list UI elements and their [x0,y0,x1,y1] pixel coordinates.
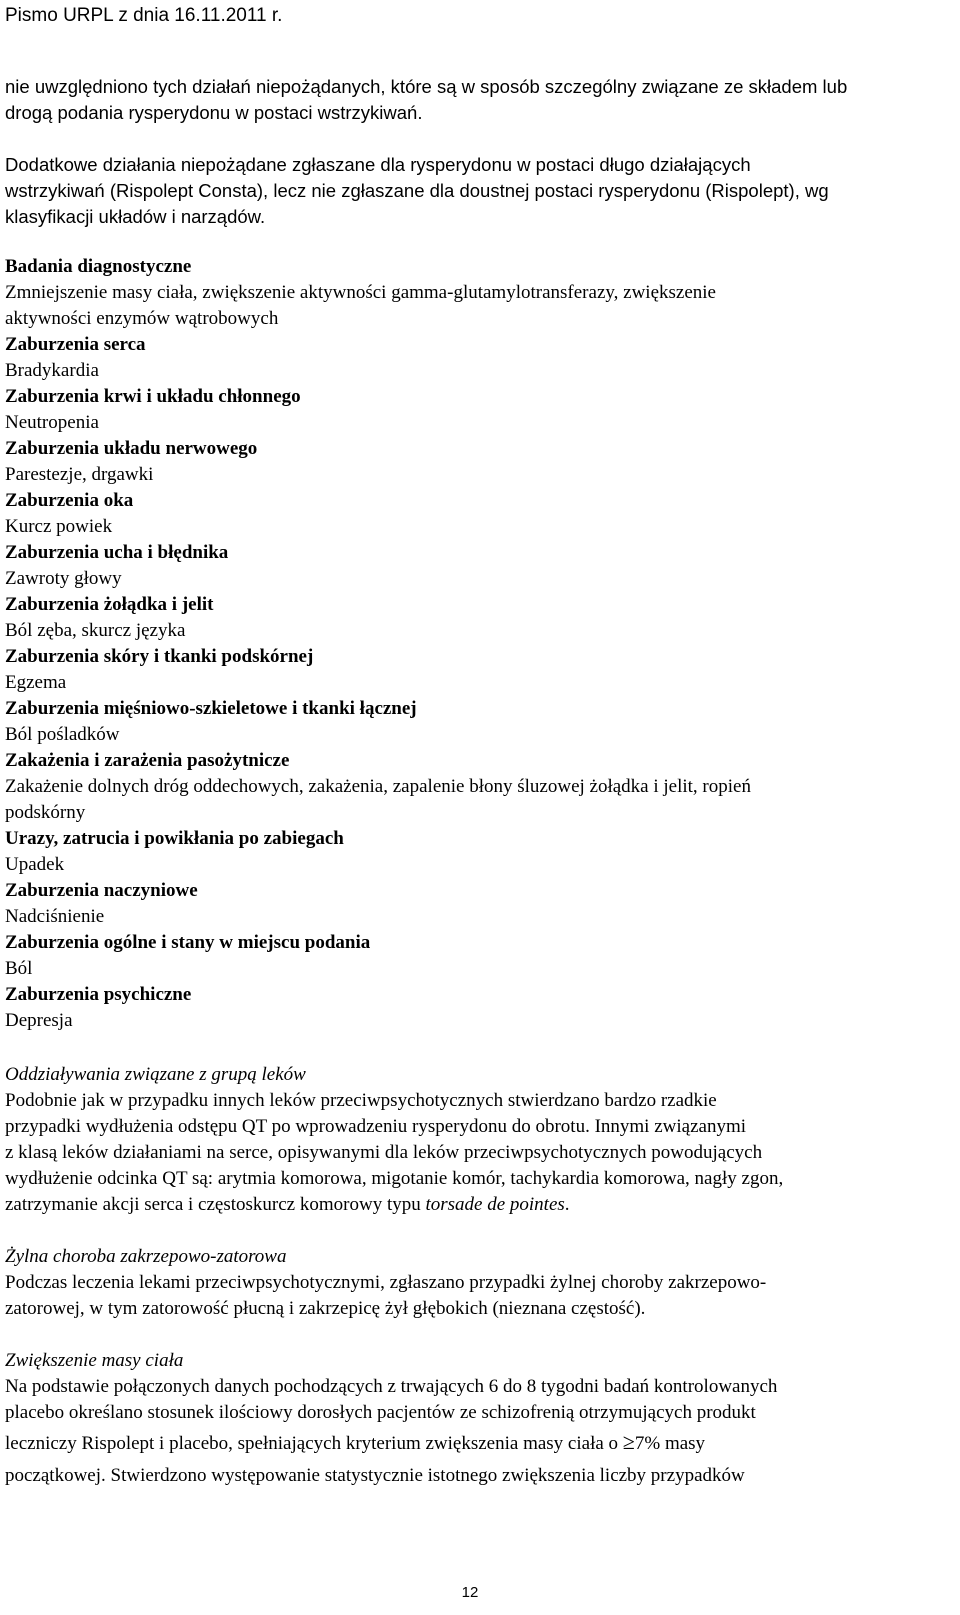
intro-line: nie uwzględniono tych działań niepożądanych, które są w sposób szczególny związane ze składem lub [5,76,848,97]
category-text: podskórny [5,802,86,823]
additional-line: wstrzykiwań (Rispolept Consta), lecz nie zgłaszane dla doustnej postaci rysperydonu (Rispolept), wg [5,180,829,201]
category-heading: Zaburzenia naczyniowe [5,880,198,901]
category [5,488,950,540]
section-title: Oddziaływania związane z grupą leków [5,1064,306,1085]
category-text: Parestezje, drgawki [5,464,154,485]
additional-line: Dodatkowe działania niepożądane zgłaszane dla rysperydonu w postaci długo działających [5,154,751,175]
category-text: aktywności enzymów wątrobowych [5,308,279,329]
text-segment: . [564,1194,570,1215]
category-text: Ból pośladków [5,724,120,745]
category-heading: Zaburzenia układu nerwowego [5,438,258,459]
section-title: Żylna choroba zakrzepowo-zatorowa [5,1246,287,1267]
category [5,332,950,384]
thromboembolism-section [5,1244,950,1322]
section-text: przypadki wydłużenia odstępu QT po wprowadzeniu rysperydonu do obrotu. Innymi związanymi [5,1116,746,1137]
category [5,384,950,436]
category-text: Upadek [5,854,65,875]
category-text: Kurcz powiek [5,516,113,537]
category-heading: Zaburzenia oka [5,490,134,511]
category [5,540,950,592]
intro-paragraph [5,74,950,126]
torsade-term: torsade de pointes [425,1194,565,1215]
section-text: placebo określano stosunek ilościowy dorosłych pacjentów ze schizofrenią otrzymujących produkt [5,1402,756,1423]
category-text: Zakażenie dolnych dróg oddechowych, zakażenia, zapalenie błony śluzowej żołądka i jelit, ropień [5,776,751,797]
category-heading: Zakażenia i zarażenia pasożytnicze [5,750,290,771]
text-segment: leczniczy Rispolept i placebo, spełniających kryterium zwiększenia masy ciała o [5,1433,623,1454]
category-text: Ból zęba, skurcz języka [5,620,186,641]
category [5,748,950,826]
category-heading: Zaburzenia mięśniowo-szkieletowe i tkanki łącznej [5,698,417,719]
category-text: Nadciśnienie [5,906,105,927]
category-heading: Zaburzenia krwi i układu chłonnego [5,386,301,407]
category [5,592,950,644]
category-heading: Zaburzenia żołądka i jelit [5,594,214,615]
intro-line: drogą podania rysperydonu w postaci wstrzykiwań. [5,102,423,123]
category [5,826,950,878]
greater-equal-symbol: ≥ [622,1429,635,1454]
section-text: Podobnie jak w przypadku innych leków przeciwpsychotycznych stwierdzano bardzo rzadkie [5,1090,717,1111]
category [5,436,950,488]
section-text: Podczas leczenia lekami przeciwpsychotycznymi, zgłaszano przypadki żylnej choroby zakrzepowo- [5,1272,767,1293]
category-text: Depresja [5,1010,73,1031]
category-text: Zawroty głowy [5,568,122,589]
adverse-effects-list [5,254,950,1034]
category-heading: Urazy, zatrucia i powikłania po zabiegach [5,828,344,849]
document-header: Pismo URPL z dnia 16.11.2011 r. [5,5,283,26]
category-text: Egzema [5,672,67,693]
category [5,254,950,332]
category-heading: Zaburzenia ogólne i stany w miejscu podania [5,932,371,953]
category-heading: Zaburzenia serca [5,334,146,355]
page-number: 12 [461,1584,479,1601]
interactions-section [5,1062,950,1218]
category [5,696,950,748]
text-segment: zatrzymanie akcji serca i częstoskurcz komorowy typu [5,1194,426,1215]
category [5,644,950,696]
section-text: początkowej. Stwierdzono występowanie statystycznie istotnego zwiększenia liczby przypadków [5,1465,745,1486]
category [5,930,950,982]
section-text: zatorowej, w tym zatorowość płucną i zakrzepicę żył głębokich (nieznana częstość). [5,1298,646,1319]
category-text: Neutropenia [5,412,99,433]
category-heading: Zaburzenia psychiczne [5,984,192,1005]
section-text: z klasą leków działaniami na serce, opisywanymi dla leków przeciwpsychotycznych powodujących [5,1142,763,1163]
additional-line: klasyfikacji układów i narządów. [5,206,266,227]
section-text [5,1192,950,1218]
category-heading: Zaburzenia skóry i tkanki podskórnej [5,646,314,667]
category-text: Bradykardia [5,360,99,381]
section-text: wydłużenie odcinka QT są: arytmia komorowa, migotanie komór, tachykardia komorowa, nagły zgon, [5,1168,784,1189]
category-heading: Zaburzenia ucha i błędnika [5,542,229,563]
category [5,878,950,930]
category-text: Zmniejszenie masy ciała, zwiększenie aktywności gamma-glutamylotransferazy, zwiększenie [5,282,716,303]
category [5,982,950,1034]
additional-effects-paragraph [5,152,950,230]
section-text: Na podstawie połączonych danych pochodzących z trwających 6 do 8 tygodni badań kontrolowanych [5,1376,778,1397]
weight-gain-section [5,1348,950,1492]
section-title: Zwiększenie masy ciała [5,1350,184,1371]
category-text: Ból [5,958,33,979]
section-text [5,1426,950,1460]
category-heading: Badania diagnostyczne [5,256,192,277]
text-segment: 7% masy [634,1433,706,1454]
